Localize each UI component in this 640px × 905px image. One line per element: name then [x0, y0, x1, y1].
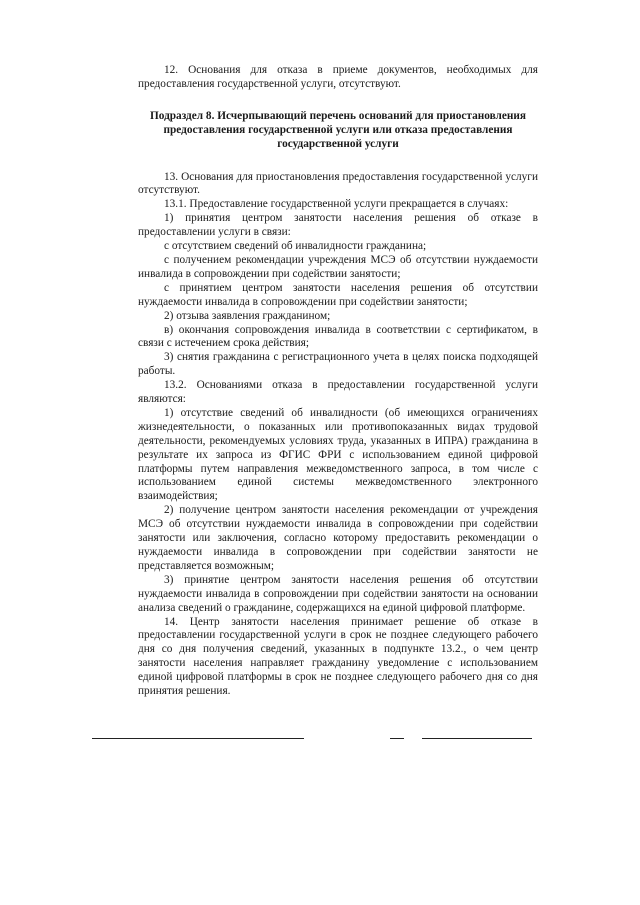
signature-line-left	[92, 738, 304, 739]
paragraph-13-1-item-v: в) окончания сопровождения инвалида в соответствии с сертификатом, в связи с истечением срока действия;	[138, 323, 538, 350]
paragraph-13: 13. Основания для приостановления предоставления государственной услуги отсутствуют.	[138, 170, 538, 197]
paragraph-13-1-item-1a: с отсутствием сведений об инвалидности гражданина;	[164, 240, 427, 253]
paragraph-13-2: 13.2. Основаниями отказа в предоставлении государственной услуги являются:	[138, 379, 538, 406]
paragraph-13-1-item-1b: с получением рекомендации учреждения МСЭ об отсутствии нуждаемости инвалида в сопровождении при содействии занятости;	[138, 253, 538, 280]
paragraph-13-1: 13.1. Предоставление государственной услуги прекращается в случаях:	[164, 198, 509, 211]
document-page	[138, 64, 538, 699]
paragraph-13-2-item-2: 2) получение центром занятости населения рекомендации от учреждения МСЭ об отсутствии нуждаемости инвалида в сопровождении при содействии занятости или заключения, согласно которому предоставить рекомендации о нуждаемости инвалида в сопровождении при содействии занятости не представляется возможным;	[138, 504, 538, 572]
paragraph-13-1-item-1c: с принятием центром занятости населения решения об отсутствии нуждаемости инвалида в сопровождении при содействии занятости;	[138, 281, 538, 308]
signature-dash	[390, 738, 404, 739]
paragraph-13-1-item-3: 3) снятия гражданина с регистрационного учета в целях поиска подходящей работы.	[138, 351, 538, 378]
paragraph-14: 14. Центр занятости населения принимает решение об отказе в предоставлении государственной услуги в срок не позднее следующего рабочего дня со дня получения сведений, указанных в подпункте 13.2., о чем центр занятости населения направляет гражданину уведомление с использованием единой цифровой платформы в срок не позднее следующего рабочего дня со дня принятия решения.	[138, 615, 538, 698]
subsection-heading: Подраздел 8. Исчерпывающий перечень оснований для приостановления предоставления государственной услуги или отказа предоставления государственной услуги	[149, 109, 527, 150]
signature-line-right	[422, 738, 532, 739]
paragraph-13-1-item-2: 2) отзыва заявления гражданином;	[164, 309, 331, 322]
paragraph-13-1-item-1: 1) принятия центром занятости населения решения об отказе в предоставлении услуги в связи:	[138, 212, 538, 239]
paragraph-13-2-item-3: 3) принятие центром занятости населения решения об отсутствии нуждаемости инвалида в сопровождении при содействии занятости на основании анализа сведений о гражданине, содержащихся на единой цифровой платформе.	[138, 573, 538, 614]
paragraph-12: 12. Основания для отказа в приеме документов, необходимых для предоставления государственной услуги, отсутствуют.	[138, 64, 538, 90]
paragraph-13-2-item-1: 1) отсутствие сведений об инвалидности (об имеющихся ограничениях жизнедеятельности, о показанных или противопоказанных видах трудовой деятельности, рекомендуемых условиях труда, указанных в ИПРА) гражданина в результате их запроса из ФГИС ФРИ с использованием единой цифровой платформы путем направления межведомственного запроса, в том числе с использованием единой системы межведомственного электронного взаимодействия;	[138, 406, 538, 503]
signature-lines	[92, 738, 542, 744]
